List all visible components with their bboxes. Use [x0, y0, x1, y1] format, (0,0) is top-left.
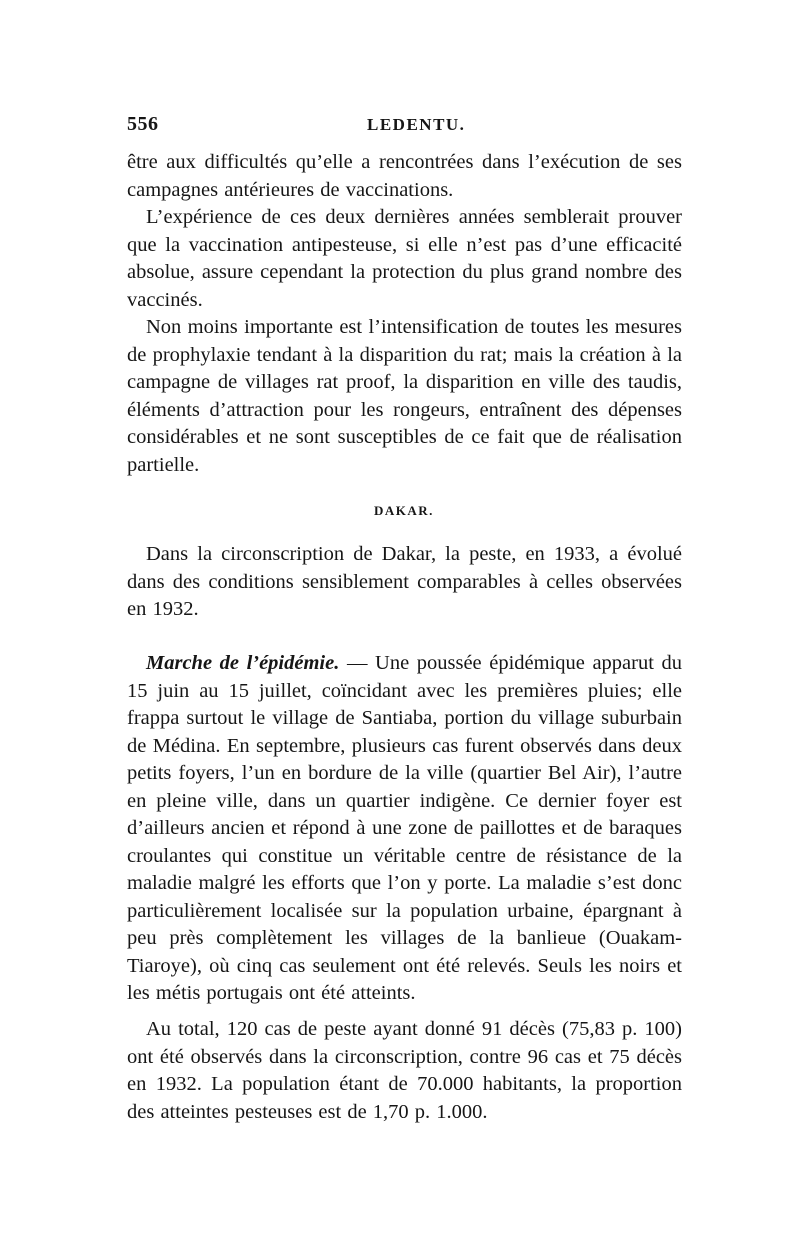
page-header	[127, 113, 682, 143]
paragraph-vaccination: L’expérience de ces deux dernières années semblerait prouver que la vaccination antipesteuse, si elle n’est pas d’une efficacité absolue, assure cependant la protection du plus grand nombre des vaccinés.	[127, 206, 682, 311]
paragraph-body: — Une poussée épidémique apparut du 15 juin au 15 juillet, coïncidant avec les premières pluies; elle frappa surtout le village de Santiaba, portion du village suburbain de Médina. En septembre, plusieurs cas furent observés dans deux petits foyers, l’un en bordure de la ville (quartier Bel Air), l’autre en pleine ville, dans un quartier indigène. Ce dernier foyer est d’ailleurs ancien et répond à une zone de paillottes et de baraques croulantes qui constitue un véritable centre de résistance de la maladie malgré les efforts que l’on y porte. La maladie s’est donc particulièrement localisée sur la population urbaine, épargnant à peu près complètement les villages de la banlieue (Ouakam-Tiaroye), où cinq cas seulement ont été relevés. Seuls les noirs et les métis portugais ont été atteints.	[127, 652, 682, 1004]
italic-lead: Marche de l’épidémie.	[146, 652, 340, 674]
running-head: LEDENTU.	[367, 115, 466, 134]
paragraph-continuation: être aux difficultés qu’elle a rencontrées dans l’exécution de ses campagnes antérieures de vaccinations.	[127, 151, 682, 201]
paragraph-prophylaxie: Non moins importante est l’intensification de toutes les mesures de prophylaxie tendant à la disparition du rat; mais la création à la campagne de villages rat proof, la disparition en ville des taudis, éléments d’attraction pour les rongeurs, entraînent des dépenses considérables et ne sont susceptibles de ce fait que de réalisation partielle.	[127, 316, 682, 476]
paragraph-total: Au total, 120 cas de peste ayant donné 91 décès (75,83 p. 100) ont été observés dans la circonscription, contre 96 cas et 75 décès en 1932. La population étant de 70.000 habitants, la proportion des atteintes pesteuses est de 1,70 p. 1.000.	[127, 1018, 682, 1123]
paragraph-marche-epidemie	[127, 650, 682, 1008]
section-title: DAKAR.	[374, 503, 434, 518]
paragraph-dakar-intro: Dans la circonscription de Dakar, la peste, en 1933, a évolué dans des conditions sensiblement comparables à celles observées en 1932.	[127, 543, 682, 620]
page-number: 556	[127, 113, 159, 135]
